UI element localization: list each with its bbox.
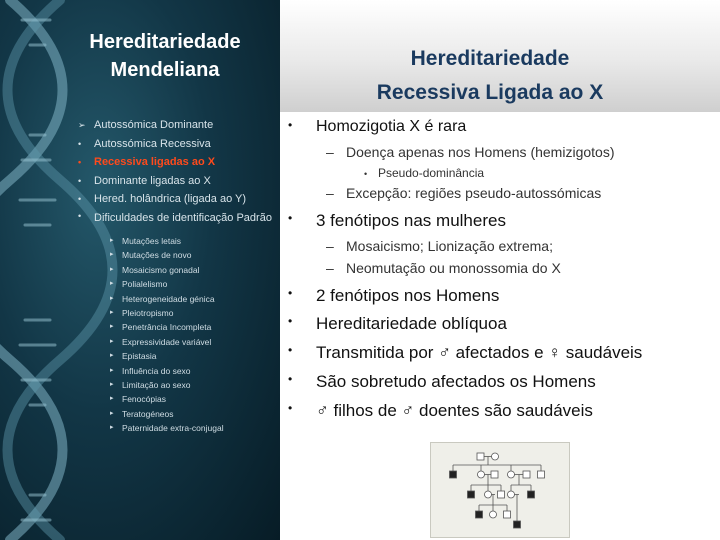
- bullet-icon: •: [78, 157, 82, 168]
- triangle-bullet-icon: ▸: [110, 309, 114, 317]
- sublist-item-label: Pleiotropismo: [122, 308, 174, 319]
- subbullet-text: Doença apenas nos Homens (hemizigotos): [346, 144, 615, 160]
- bullet-icon: •: [288, 401, 293, 415]
- sublist-item: [110, 306, 278, 320]
- subbullet-text: Excepção: regiões pseudo-autossómicas: [346, 185, 602, 201]
- sublist-item-label: Heterogeneidade génica: [122, 293, 215, 304]
- bullet-text: 2 fenótipos nos Homens: [316, 286, 500, 305]
- subbullet: [326, 238, 553, 254]
- dash-icon: –: [326, 260, 334, 276]
- sublist-item: [110, 248, 278, 262]
- sublist-item: [110, 364, 278, 378]
- list-item: [74, 190, 274, 209]
- subbullet: [326, 185, 601, 201]
- bullet-text: São sobretudo afectados os Homens: [316, 372, 596, 391]
- bullet-text: Homozigotia X é rara: [316, 118, 467, 135]
- subbullet-text: Neomutação ou monossomia do X: [346, 260, 561, 276]
- slide-title-line1: Hereditariedade: [410, 47, 570, 70]
- sublist-item: [110, 234, 278, 248]
- bullet-icon: •: [78, 194, 82, 205]
- dash-icon: –: [326, 144, 334, 160]
- list-item-label: Hered. holândrica (ligada ao Y): [94, 193, 247, 206]
- left-title: [60, 28, 270, 84]
- sublist-item-label: Mutações de novo: [122, 250, 192, 261]
- triangle-bullet-icon: ▸: [110, 352, 114, 360]
- bullet-icon: •: [78, 175, 82, 186]
- bullet-text: Hereditariedade oblíquoa: [316, 314, 507, 333]
- sublist-item: [110, 277, 278, 291]
- bullet-icon: •: [78, 210, 82, 221]
- triangle-bullet-icon: ▸: [110, 251, 114, 259]
- triangle-bullet-icon: ▸: [110, 280, 114, 288]
- triangle-bullet-icon: ▸: [110, 265, 114, 273]
- triangle-bullet-icon: ▸: [110, 294, 114, 302]
- subbullet-text: Mosaicismo; Lionização extrema;: [346, 238, 553, 254]
- bullet-icon: •: [288, 286, 293, 300]
- dash-icon: –: [326, 238, 334, 254]
- sublist-item-label: Influência do sexo: [122, 365, 191, 376]
- triangle-bullet-icon: ▸: [110, 409, 114, 417]
- triangle-bullet-icon: ▸: [110, 237, 114, 244]
- sublist-item-label: Penetrância Incompleta: [122, 322, 212, 333]
- bullet-icon: •: [288, 372, 293, 386]
- bullet-icon: •: [288, 118, 293, 132]
- bullet-text: ♂ filhos de ♂ doentes são saudáveis: [316, 401, 593, 420]
- bullet-icon: •: [288, 314, 293, 328]
- bullet-icon: •: [78, 138, 82, 149]
- triangle-bullet-icon: ▸: [110, 395, 114, 403]
- list-item-label: Dominante ligadas ao X: [94, 174, 211, 187]
- sublist-item-label: Teratogéneos: [122, 408, 174, 419]
- sublist-item-label: Epistasia: [122, 351, 157, 362]
- list-item: [74, 135, 274, 154]
- list-item: [74, 209, 274, 226]
- bullet-icon: •: [288, 211, 293, 225]
- subbullet: [326, 144, 614, 160]
- triangle-bullet-icon: ▸: [110, 337, 114, 345]
- sublist-item-label: Mosaicismo gonadal: [122, 264, 200, 275]
- subsubbullet-text: Pseudo-dominância: [378, 166, 485, 180]
- pedigree-chart-image: [430, 442, 570, 538]
- sublist-item: [110, 320, 278, 334]
- bullet-text: Transmitida por ♂ afectados e ♀ saudáveis: [316, 343, 643, 362]
- sublist-item: [110, 407, 278, 421]
- subsubbullet: [364, 166, 484, 180]
- list-item-highlighted: [74, 153, 274, 172]
- sublist-item-label: Paternidade extra-conjugal: [122, 423, 224, 434]
- triangle-bullet-icon: ▸: [110, 323, 114, 331]
- slide-title-line2: Recessiva Ligada ao X: [376, 81, 604, 104]
- arrow-bullet-icon: ➢: [78, 120, 86, 130]
- bullet-text: 3 fenótipos nas mulheres: [316, 211, 506, 230]
- sublist-item: [110, 263, 278, 277]
- list-item-label: Recessiva ligadas ao X: [94, 156, 216, 169]
- sublist-item: [110, 349, 278, 363]
- sublist-item: [110, 335, 278, 349]
- sublist-item-label: Polialelismo: [122, 279, 168, 290]
- left-title-line1: Hereditariedade: [89, 31, 241, 53]
- list-item: [74, 172, 274, 191]
- triangle-bullet-icon: ▸: [110, 366, 114, 374]
- slide-title: [280, 42, 700, 110]
- sublist-item: [110, 421, 278, 435]
- difficulties-sublist: [110, 234, 278, 436]
- sublist-item-label: Mutações letais: [122, 236, 182, 246]
- sublist-item-label: Expressividade variável: [122, 336, 212, 347]
- bullet-icon: •: [288, 343, 293, 357]
- sublist-item: [110, 392, 278, 406]
- triangle-bullet-icon: ▸: [110, 424, 114, 432]
- sublist-item: [110, 378, 278, 392]
- bullet-icon: •: [364, 169, 368, 179]
- left-title-line2: Mendeliana: [110, 59, 220, 81]
- sublist-item-label: Fenocópias: [122, 394, 166, 405]
- dash-icon: –: [326, 185, 334, 201]
- list-item-label: Autossómica Recessiva: [94, 137, 211, 150]
- list-item-label: Dificuldades de identificação Padrão: [94, 211, 272, 224]
- subbullet: [326, 260, 561, 276]
- sublist-item-label: Limitação ao sexo: [122, 380, 191, 391]
- list-item-label: Autossómica Dominante: [94, 119, 214, 131]
- list-item: [74, 116, 274, 135]
- triangle-bullet-icon: ▸: [110, 381, 114, 389]
- sublist-item: [110, 292, 278, 306]
- inheritance-list: [74, 116, 274, 226]
- left-panel: [0, 0, 280, 540]
